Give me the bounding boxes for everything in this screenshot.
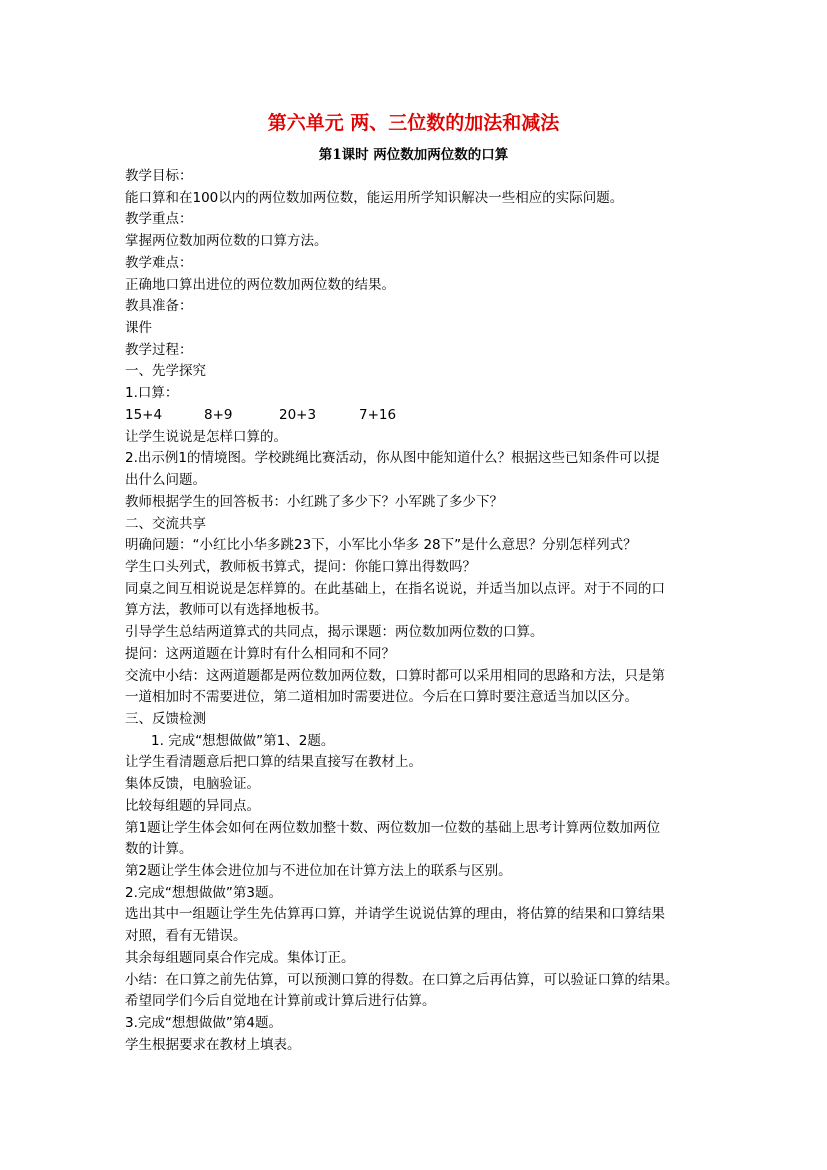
text-line: 教师根据学生的回答板书：小红跳了多少下？小军跳了多少下？ [125,493,503,510]
text-line: 比较每组题的异同点。 [125,797,260,814]
text-line: 让学生看清题意后把口算的结果直接写在教材上。 [125,754,422,771]
text-line: 选出其中一组题让学生先估算再口算，并请学生说说估算的理由，将估算的结果和口算结果 [125,906,665,923]
text-line: 让学生说说是怎样口算的。 [125,428,287,445]
text-line: 对照，看有无错误。 [125,928,247,945]
text-line: 交流中小结：这两道题都是两位数加两位数，口算时都可以采用相同的思路和方法，只是第 [125,667,665,684]
text-line: 三、反馈检测 [125,710,206,727]
text-line: 学生根据要求在教材上填表。 [125,1036,301,1053]
text-line: 一、先学探究 [125,363,206,380]
text-line: 集体反馈，电脑验证。 [125,776,260,793]
text-line: 教学目标： [125,168,193,184]
text-line: 二、交流共享 [125,515,206,532]
text-line: 小结：在口算之前先估算，可以预测口算的得数。在口算之后再估算，可以验证口算的结果。 [125,971,679,988]
calc-item: 8+9 [204,406,233,423]
text-line: 教学过程： [125,341,193,358]
text-line: 其余每组题同桌合作完成。集体订正。 [125,949,355,966]
text-line: 2.出示例1的情境图。学校跳绳比赛活动，你从图中能知道什么？根据这些已知条件可以提 [125,450,660,467]
calc-item: 15+4 [125,406,163,423]
calc-item: 7+16 [359,406,397,423]
text-line: 学生口头列式，教师板书算式，提问：你能口算出得数吗？ [125,558,476,575]
text-line: 第2题让学生体会进位加与不进位加在计算方法上的联系与区别。 [125,863,512,879]
text-line: 数的计算。 [125,841,193,858]
text-line: 出什么问题。 [125,472,206,489]
text-line: 1.口算： [125,385,179,402]
text-line: 课件 [125,320,152,337]
text-line: 同桌之间互相说说是怎样算的。在此基础上，在指名说说，并适当加以点评。对于不同的口 [125,580,665,597]
text-line: 教具准备： [125,298,193,315]
text-line: 明确问题：“小红比小华多跳23下，小军比小华多 28下”是什么意思？分别怎样列式？ [125,537,637,554]
calc-item: 20+3 [279,406,317,423]
text-line: 3.完成“想想做做”第4题。 [125,1015,282,1032]
document-title: 第六单元 两、三位数的加法和减法 [267,112,560,134]
text-line: 引导学生总结两道算式的共同点，揭示课题：两位数加两位数的口算。 [125,624,544,641]
document-body [125,166,705,1056]
text-line: 教学难点： [125,254,193,271]
text-line: 1. 完成“想想做做”第1、2题。 [151,732,335,749]
text-line: 掌握两位数加两位数的口算方法。 [125,233,328,250]
text-line: 正确地口算出进位的两位数加两位数的结果。 [125,276,395,293]
text-line: 一道相加时不需要进位，第二道相加时需要进位。今后在口算时要注意适当加以区分。 [125,689,638,706]
text-line: 2.完成“想想做做”第3题。 [125,884,282,901]
text-line: 第1题让学生体会如何在两位数加整十数、两位数加一位数的基础上思考计算两位数加两位 [125,819,661,836]
text-line: 提问：这两道题在计算时有什么相同和不同？ [125,645,395,662]
lesson-title: 第1课时 两位数加两位数的口算 [318,147,509,163]
text-line: 教学重点： [125,211,193,228]
calc-row [125,405,705,427]
text-line: 希望同学们今后自觉地在计算前或计算后进行估算。 [125,993,436,1010]
text-line: 能口算和在100以内的两位数加两位数，能运用所学知识解决一些相应的实际问题。 [125,189,624,206]
text-line: 算方法，教师可以有选择地板书。 [125,602,328,619]
